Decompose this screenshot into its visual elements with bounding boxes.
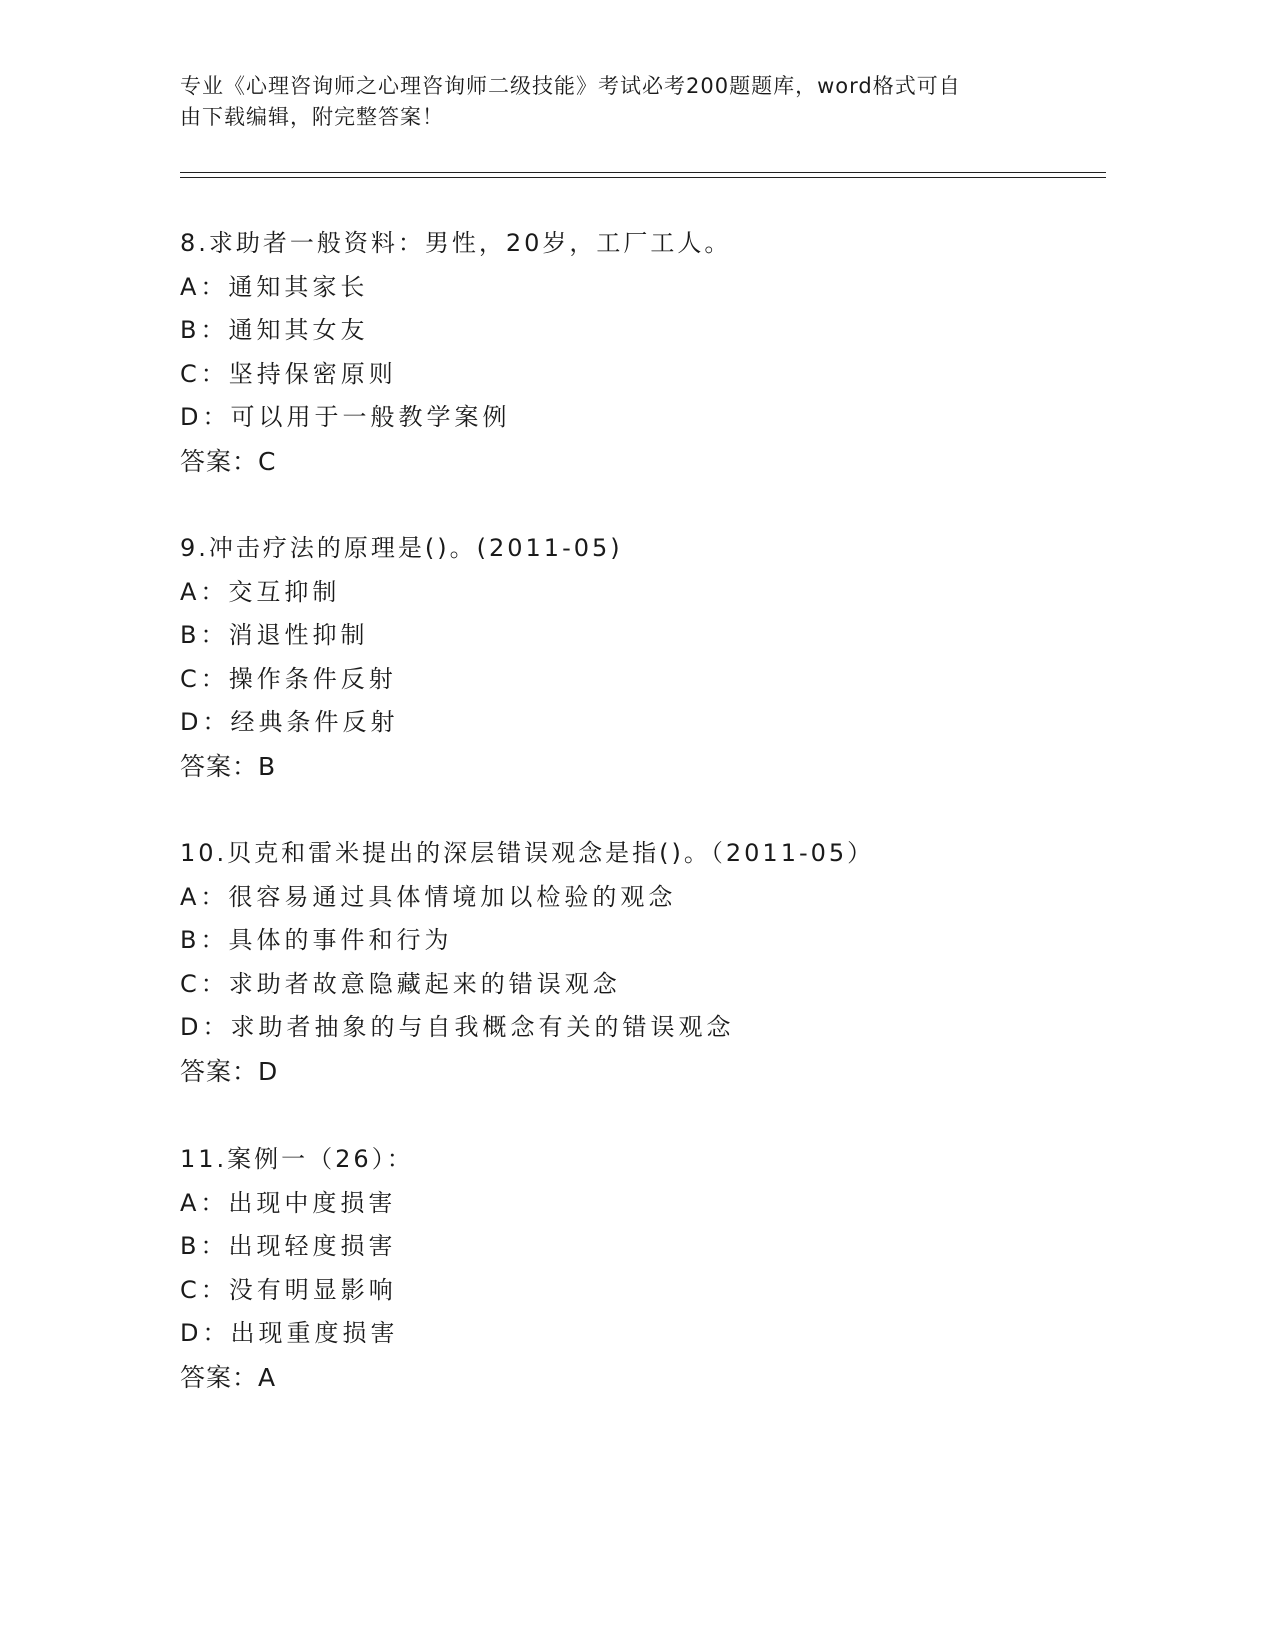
option-b: B：通知其女友 — [180, 316, 369, 345]
option-b: B：出现轻度损害 — [180, 1232, 397, 1261]
document-header — [180, 71, 1040, 133]
option-a: A：通知其家长 — [180, 272, 369, 301]
question-11 — [180, 1138, 1100, 1400]
option-b: B：消退性抑制 — [180, 621, 369, 650]
question-stem: 9.冲击疗法的原理是()。(2011-05) — [180, 534, 623, 562]
option-d: D：出现重度损害 — [180, 1319, 399, 1348]
option-c: C：操作条件反射 — [180, 664, 397, 693]
option-c: C：坚持保密原则 — [180, 359, 397, 388]
question-9 — [180, 527, 1100, 789]
option-b: B：具体的事件和行为 — [180, 926, 453, 955]
question-10 — [180, 832, 1100, 1094]
question-8 — [180, 222, 1100, 484]
option-a: A：很容易通过具体情境加以检验的观念 — [180, 882, 677, 911]
option-a: A：交互抑制 — [180, 577, 341, 606]
option-d: D：经典条件反射 — [180, 708, 399, 737]
option-d: D：可以用于一般教学案例 — [180, 403, 511, 432]
question-stem: 8.求助者一般资料：男性，20岁，工厂工人。 — [180, 229, 732, 257]
header-divider-top — [180, 172, 1106, 173]
answer-line: 答案：D — [180, 1056, 279, 1086]
answer-line: 答案：A — [180, 1362, 277, 1392]
header-line-2: 由下载编辑，附完整答案！ — [180, 105, 444, 129]
header-line-1: 专业《心理咨询师之心理咨询师二级技能》考试必考200题题库，word格式可自 — [180, 74, 961, 98]
option-c: C：求助者故意隐藏起来的错误观念 — [180, 969, 621, 998]
header-divider-bottom — [180, 177, 1106, 178]
answer-line: 答案：C — [180, 446, 277, 476]
option-c: C：没有明显影响 — [180, 1275, 397, 1304]
option-a: A：出现中度损害 — [180, 1188, 397, 1217]
question-stem: 10.贝克和雷米提出的深层错误观念是指()。（2011-05） — [180, 839, 875, 867]
option-d: D：求助者抽象的与自我概念有关的错误观念 — [180, 1013, 735, 1042]
question-stem: 11.案例一（26）： — [180, 1145, 414, 1173]
answer-line: 答案：B — [180, 751, 277, 781]
